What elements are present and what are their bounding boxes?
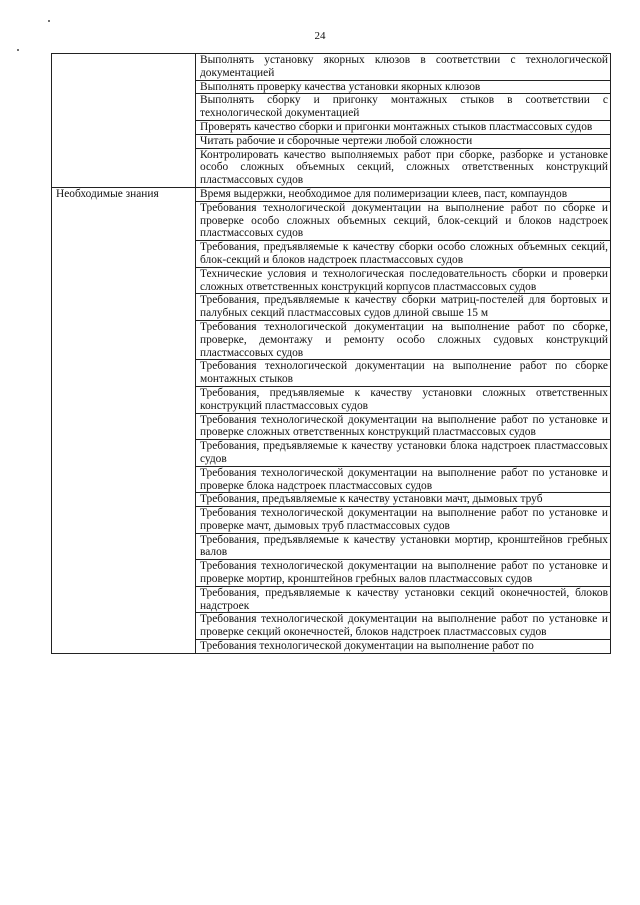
table-row (52, 187, 611, 201)
table-cell: Требования технологической документации на выполнение работ по (196, 640, 611, 654)
table-cell: Технические условия и технологическая последовательность сборки и проверки сложных ответственных конструкций корпусов пластмассовых судов (196, 267, 611, 294)
table-cell: Требования технологической документации на выполнение работ по сборке и проверке особо сложных объемных секций, блок-секций и блоков надстроек пластмассовых судов (196, 201, 611, 240)
table-row (52, 54, 611, 81)
scan-speck (17, 49, 19, 51)
table-cell: Выполнять сборку и пригонку монтажных стыков в соответствии с технологической документацией (196, 94, 611, 121)
requirements-table (51, 53, 611, 654)
scan-speck (48, 20, 50, 22)
table-cell: Контролировать качество выполняемых работ при сборке, разборке и установке особо сложных объемных секций, сложных ответственных конструкций пластмассовых судов (196, 148, 611, 187)
table-cell: Требования технологической документации на выполнение работ по сборке, проверке, демонтажу и ремонту особо сложных судовых конструкций пластмассовых судов (196, 320, 611, 359)
table-cell: Требования технологической документации на выполнение работ по установке и проверке секций оконечностей, блоков надстроек пластмассовых судов (196, 613, 611, 640)
table-cell: Требования, предъявляемые к качеству сборки особо сложных объемных секций, блок-секций и блоков надстроек пластмассовых судов (196, 241, 611, 268)
table-cell: Выполнять проверку качества установки якорных клюзов (196, 80, 611, 94)
table-cell: Требования технологической документации на выполнение работ по установке и проверке сложных ответственных конструкций пластмассовых судов (196, 413, 611, 440)
table-cell: Требования, предъявляемые к качеству установки секций оконечностей, блоков надстроек (196, 586, 611, 613)
page-number: 24 (314, 30, 326, 42)
table-cell: Требования технологической документации на выполнение работ по установке и проверке мачт, дымовых труб пластмассовых судов (196, 507, 611, 534)
table-cell: Требования технологической документации на выполнение работ по установке и проверке мортир, кронштейнов гребных валов пластмассовых судов (196, 560, 611, 587)
table-cell: Читать рабочие и сборочные чертежи любой сложности (196, 134, 611, 148)
empty-label-cell (52, 54, 196, 188)
table-cell: Время выдержки, необходимое для полимеризации клеев, паст, компаундов (196, 187, 611, 201)
table-cell: Требования технологической документации на выполнение работ по установке и проверке блока надстроек пластмассовых судов (196, 466, 611, 493)
table-cell: Проверять качество сборки и пригонки монтажных стыков пластмассовых судов (196, 120, 611, 134)
table-cell: Требования, предъявляемые к качеству установки сложных ответственных конструкций пластмассовых судов (196, 386, 611, 413)
table-cell: Требования, предъявляемые к качеству установки мачт, дымовых труб (196, 493, 611, 507)
section-label-necessary-knowledge: Необходимые знания (52, 187, 196, 653)
table-cell: Требования, предъявляемые к качеству установки мортир, кронштейнов гребных валов (196, 533, 611, 560)
table-cell: Требования, предъявляемые к качеству установки блока надстроек пластмассовых судов (196, 440, 611, 467)
table-cell: Требования, предъявляемые к качеству сборки матриц-постелей для бортовых и палубных секций пластмассовых судов длиной свыше 15 м (196, 294, 611, 321)
table-cell: Выполнять установку якорных клюзов в соответствии с технологической документацией (196, 54, 611, 81)
table-cell: Требования технологической документации на выполнение работ по сборке монтажных стыков (196, 360, 611, 387)
